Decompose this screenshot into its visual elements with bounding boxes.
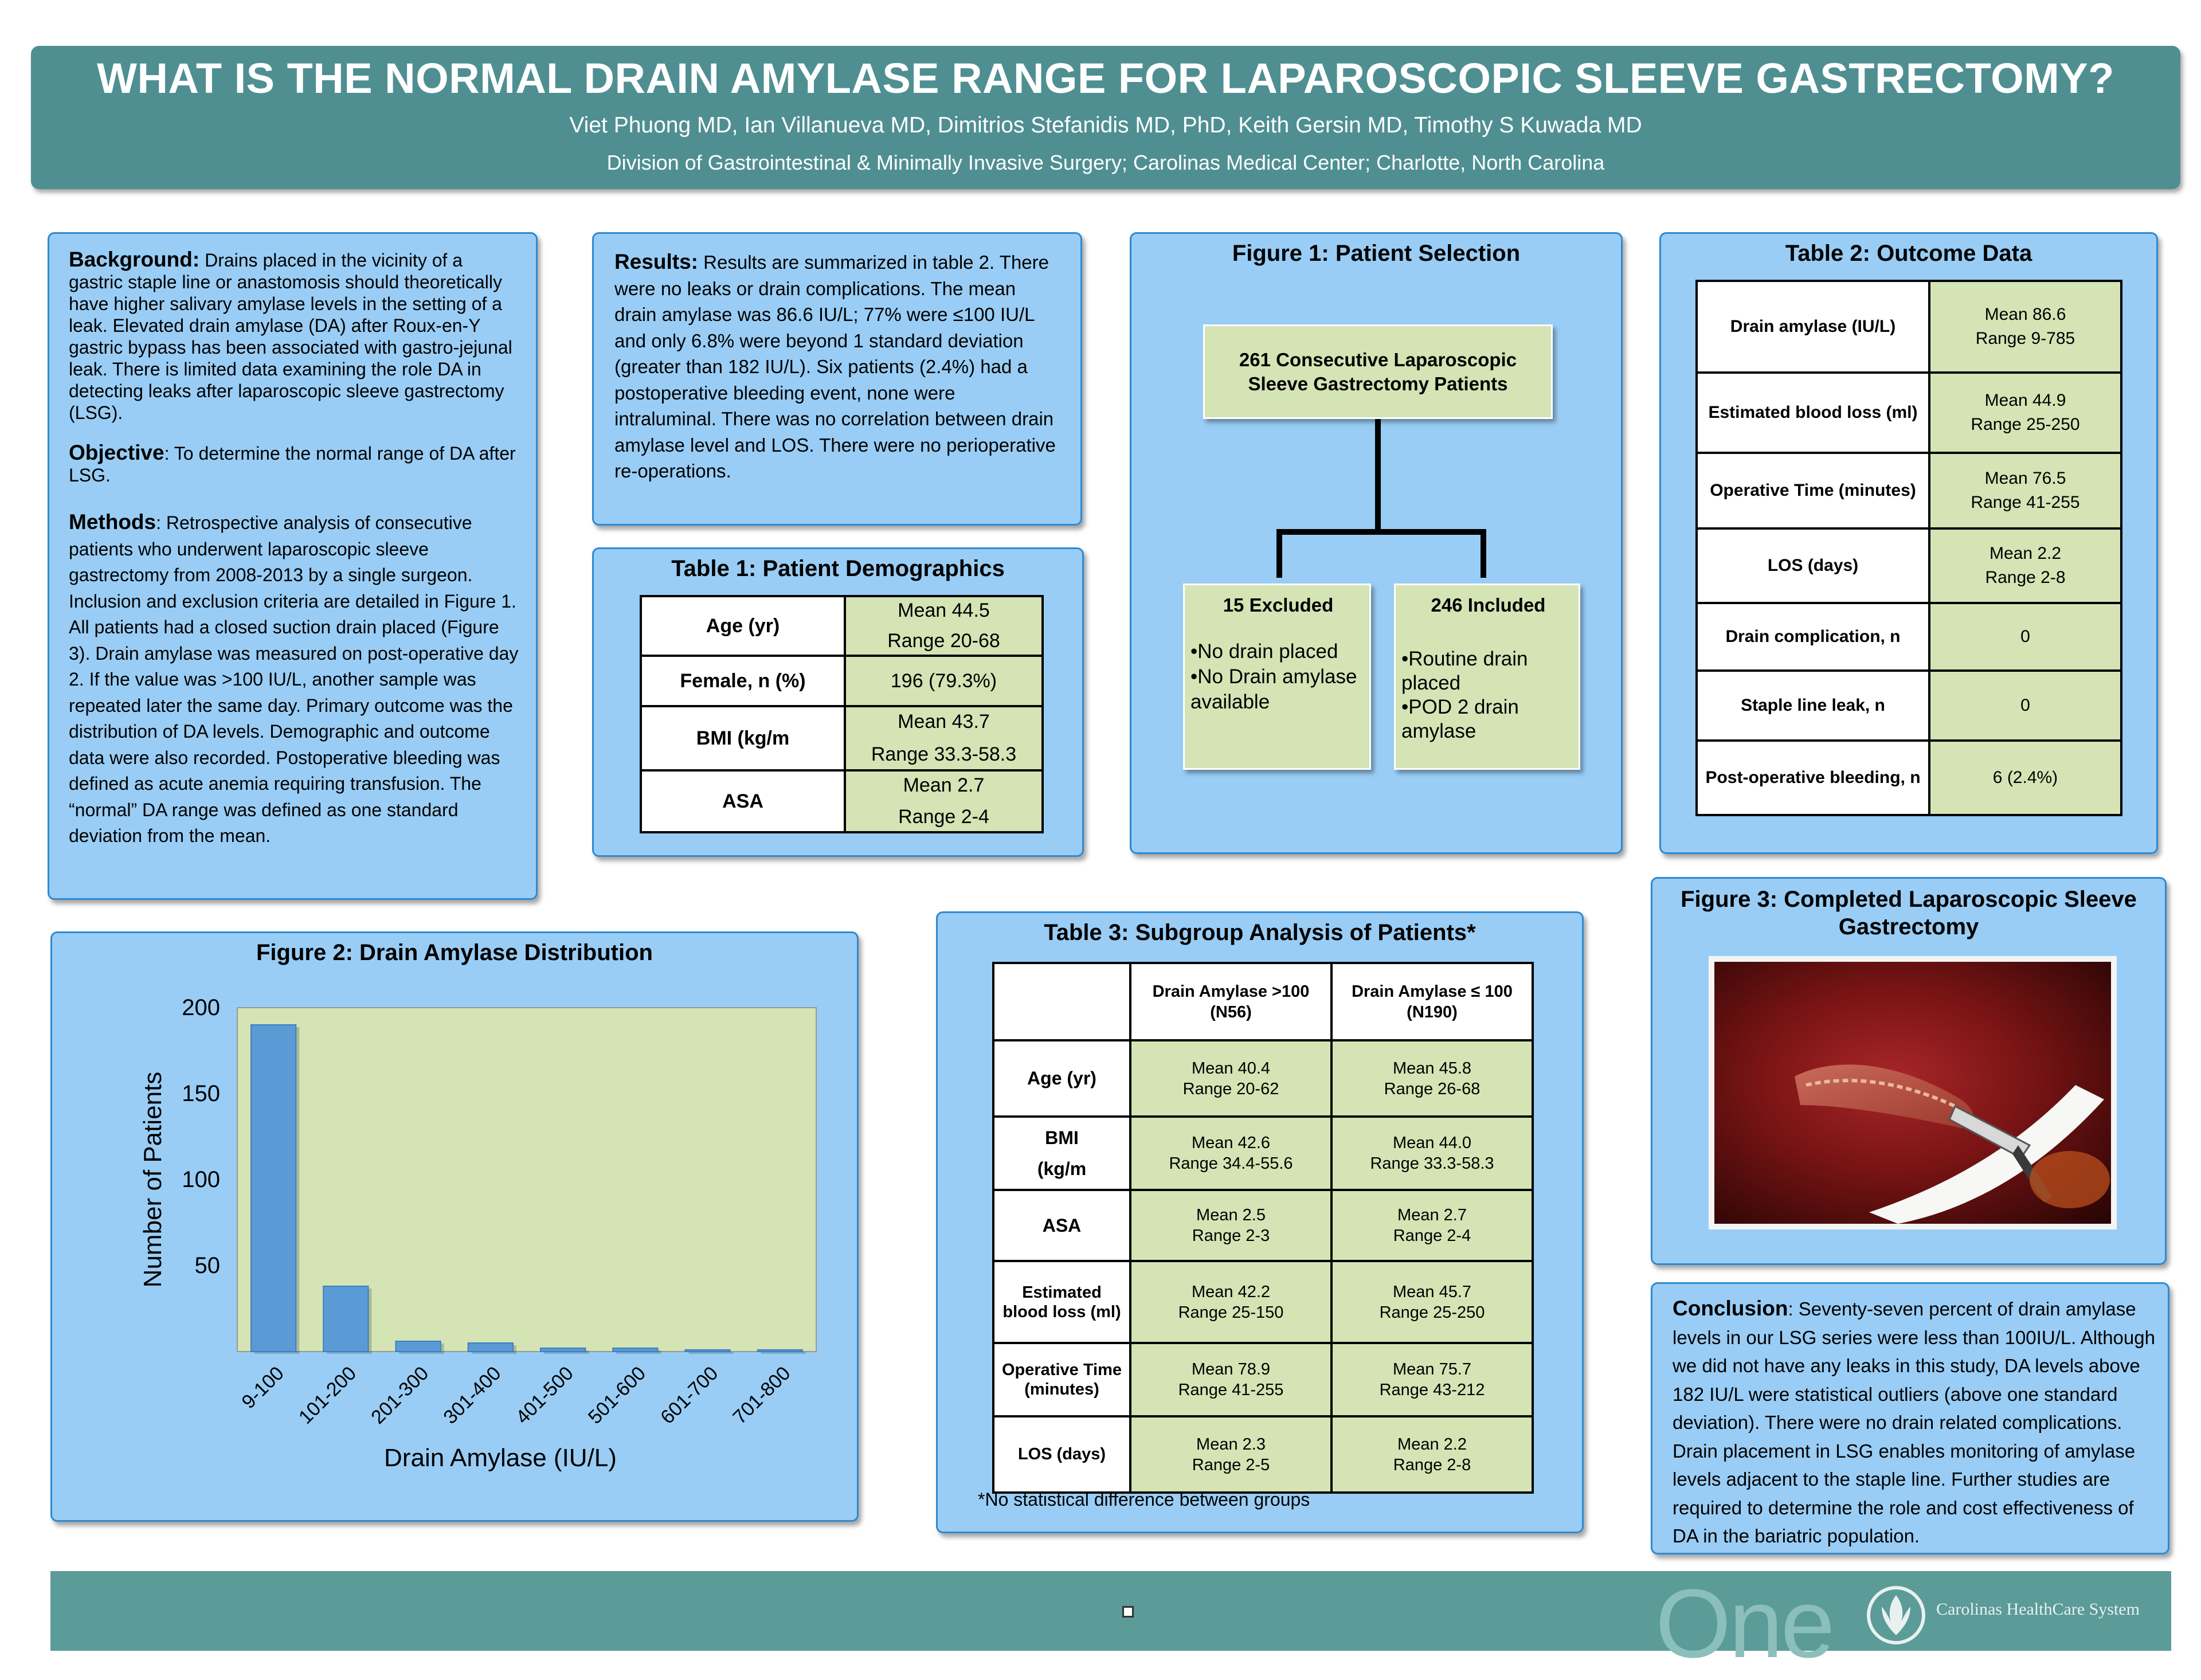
row-value: 196 (79.3%) [845, 656, 1043, 706]
row-label: LOS (days) [1697, 528, 1929, 603]
row-value [1929, 373, 2121, 453]
header-line: (N56) [1210, 1002, 1252, 1021]
row-value: 0 [1929, 671, 2121, 741]
table-row [993, 1117, 1533, 1190]
row-label: Operative Time (minutes) [1697, 453, 1929, 528]
figure3-title-line: Figure 3: Completed Laparoscopic Sleeve [1681, 887, 2137, 912]
low-amylase-cell [1331, 1117, 1533, 1190]
figure2-panel [50, 931, 859, 1522]
figure3-title-line: Gastrectomy [1838, 914, 1979, 939]
row-label-line: (minutes) [1024, 1380, 1099, 1399]
row-label-line: LOS (days) [1017, 1445, 1106, 1463]
x-axis-label: Drain Amylase (IU/L) [384, 1444, 617, 1472]
methods-heading: Methods [69, 510, 156, 534]
results-text: Results are summarized in table 2. There were no leaks or drain complications. The mean drain amylase was 86.6 IU/L; 77% were ≤100 IU/L and only 6.8% were beyond 1 standard deviation (greater than 182 IU/L). Six patients (2.4%) had a postoperative bleeding event, none were intraluminal. There was no correlation between drain amylase level and LOS. There were no perioperative re-operations. [614, 252, 1056, 481]
table-row [641, 706, 1043, 770]
value-line: Mean 40.4 [1191, 1059, 1271, 1078]
row-label: Staple line leak, n [1697, 671, 1929, 741]
value-line: Mean 44.9 [1984, 391, 2066, 410]
value-line: Mean 45.7 [1392, 1282, 1472, 1301]
poster-header [31, 46, 2180, 189]
row-label-line: Operative Time [1001, 1361, 1122, 1379]
flow-included-box [1394, 584, 1580, 770]
value-line: Range 9-785 [1975, 329, 2075, 348]
row-label [993, 1190, 1130, 1261]
row-label-line: blood loss (ml) [1002, 1302, 1121, 1321]
value-line: Range 34.4-55.6 [1169, 1154, 1293, 1173]
header-line: Drain Amylase >100 [1152, 982, 1310, 1001]
row-label [993, 1117, 1130, 1190]
header-line: Drain Amylase ≤ 100 [1352, 982, 1513, 1001]
authors: Viet Phuong MD, Ian Villanueva MD, Dimitrios Stefanidis MD, PhD, Keith Gersin MD, Timothy S Kuwada MD [569, 113, 1642, 138]
row-label: Age (yr) [641, 596, 845, 656]
figure1-title: Figure 1: Patient Selection [1232, 241, 1521, 266]
y-tick-label: 50 [194, 1253, 220, 1278]
value-line: Range 2-4 [1393, 1227, 1471, 1245]
objective-text: : To determine the normal range of DA after LSG. [69, 443, 516, 485]
x-tick-label: 101-200 [294, 1362, 361, 1428]
row-label [993, 1261, 1130, 1343]
low-amylase-cell [1331, 1343, 1533, 1416]
bar-9-100 [251, 1025, 296, 1352]
y-tick-label: 100 [182, 1167, 220, 1192]
table3-panel [936, 911, 1584, 1533]
row-label: Drain amylase (IU/L) [1697, 281, 1929, 373]
x-tick-label: 401-500 [511, 1362, 578, 1428]
value-line: Mean 2.7 [1397, 1206, 1467, 1224]
value-line: Mean 42.6 [1191, 1134, 1271, 1152]
row-label: Post-operative bleeding, n [1697, 741, 1929, 815]
table-row [993, 1190, 1533, 1261]
figure1-panel [1130, 232, 1623, 854]
flow-excluded-box [1183, 584, 1371, 770]
low-amylase-cell [1331, 1190, 1533, 1261]
photo-fat [2030, 1151, 2110, 1208]
x-tick-label: 501-600 [583, 1362, 651, 1428]
table-row [1697, 373, 2121, 453]
chart-title: Figure 2: Drain Amylase Distribution [256, 940, 653, 965]
objective-section [69, 442, 519, 486]
objective-heading: Objective [69, 441, 165, 464]
y-tick-label: 200 [182, 995, 220, 1020]
table3-footnote: *No statistical difference between groups [978, 1489, 1310, 1510]
row-value [1929, 528, 2121, 603]
methods-section [69, 509, 519, 849]
table-row [993, 1416, 1533, 1493]
bar-301-400 [468, 1343, 513, 1352]
high-amylase-cell [1130, 1261, 1331, 1343]
value-line: Mean 2.3 [1196, 1435, 1266, 1454]
table-row [1697, 671, 2121, 741]
figure3-panel [1651, 877, 2167, 1265]
y-tick-label: 150 [182, 1081, 220, 1106]
bar-401-500 [541, 1348, 585, 1352]
value-line: Mean 2.2 [1397, 1435, 1467, 1454]
value-line: Range 43-212 [1379, 1381, 1485, 1399]
results-section [614, 249, 1062, 484]
value-line: Range 2-4 [898, 806, 989, 828]
low-amylase-cell [1331, 1416, 1533, 1493]
one-logo-text: One [1655, 1569, 1833, 1678]
value-line: Range 2-8 [1393, 1455, 1471, 1474]
value-line: Mean 76.5 [1984, 469, 2066, 488]
value-line: Range 20-68 [887, 630, 1000, 652]
header-high-amylase [1130, 963, 1331, 1040]
high-amylase-cell [1130, 1190, 1331, 1261]
row-label-line: Age (yr) [1027, 1068, 1096, 1088]
table1-title: Table 1: Patient Demographics [671, 556, 1005, 581]
value-line: Range 25-250 [1379, 1303, 1485, 1322]
table2-title: Table 2: Outcome Data [1785, 241, 2032, 266]
value-line: Mean 2.2 [1989, 544, 2062, 563]
table-row [993, 1040, 1533, 1117]
row-value [1929, 453, 2121, 528]
y-axis-label: Number of Patients [139, 1071, 167, 1288]
row-value [845, 706, 1043, 770]
results-heading: Results: [614, 250, 698, 273]
affiliation: Division of Gastrointestinal & Minimally Invasive Surgery; Carolinas Medical Center; Charlotte, North Carolina [606, 151, 1605, 174]
table-row [1697, 453, 2121, 528]
included-item: •Routine drain placed [1401, 648, 1528, 694]
bar-201-300 [395, 1341, 440, 1352]
bar-101-200 [323, 1286, 368, 1352]
value-line: Range 33.3-58.3 [871, 743, 1017, 765]
value-line: Mean 44.5 [898, 600, 990, 621]
value-line: Mean 2.7 [903, 774, 985, 796]
bar-shadow [761, 1352, 806, 1354]
value-line: Mean 2.5 [1196, 1206, 1266, 1224]
header-low-amylase [1331, 963, 1533, 1040]
subgroup-table [992, 962, 1534, 1494]
excluded-list [1190, 639, 1366, 715]
surgical-photo [1709, 956, 2117, 1229]
value-line: Mean 75.7 [1392, 1360, 1472, 1379]
bar-701-800 [758, 1350, 802, 1352]
row-label-line: Estimated [1022, 1283, 1102, 1302]
conclusion-heading: Conclusion [1673, 1297, 1788, 1320]
table-row [993, 963, 1533, 1040]
value-line: Range 25-250 [1971, 415, 2080, 434]
table-row [993, 1261, 1533, 1343]
row-label: Female, n (%) [641, 656, 845, 706]
header-empty-cell [993, 963, 1130, 1040]
row-value: 0 [1929, 603, 2121, 671]
header-line: (N190) [1407, 1002, 1458, 1021]
value-line: Range 25-150 [1178, 1303, 1284, 1322]
results-panel [592, 232, 1082, 526]
included-item: •POD 2 drain amylase [1401, 696, 1519, 742]
figure3-title [1652, 886, 2165, 941]
table-row [1697, 281, 2121, 373]
value-line: Range 41-255 [1178, 1381, 1284, 1399]
low-amylase-cell [1331, 1261, 1533, 1343]
row-label-line: BMI [1045, 1127, 1079, 1148]
value-line: Range 20-62 [1182, 1079, 1279, 1098]
row-label [993, 1343, 1130, 1416]
table-row [641, 656, 1043, 706]
value-line: Range 2-3 [1192, 1227, 1270, 1245]
table-row [1697, 603, 2121, 671]
org-name: Carolinas HealthCare System [1936, 1600, 2140, 1619]
table1-panel [592, 547, 1084, 857]
table2-panel [1659, 232, 2158, 854]
flow-top-text: 261 Consecutive Laparoscopic Sleeve Gastrectomy Patients [1239, 348, 1517, 394]
bar-601-700 [685, 1350, 730, 1352]
table3-title: Table 3: Subgroup Analysis of Patients* [1044, 920, 1476, 945]
high-amylase-cell [1130, 1343, 1331, 1416]
row-label: Drain complication, n [1697, 603, 1929, 671]
bar-shadow [688, 1352, 733, 1354]
excluded-title: 15 Excluded [1223, 594, 1334, 616]
row-value [845, 596, 1043, 656]
value-line: Mean 43.7 [898, 711, 990, 733]
background-text: Drains placed in the vicinity of a gastric staple line or anastomosis should theoretically have higher salivary amylase levels in the setting of a leak. Elevated drain amylase (DA) after Roux-en-Y gastric bypass has been associated with gastro-jejunal leak. There is limited data examining the role DA in detecting leaks after laparoscopic sleeve gastrectomy (LSG). [69, 250, 512, 423]
conclusion-section [1673, 1294, 2162, 1550]
high-amylase-cell [1130, 1416, 1331, 1493]
value-line: Mean 78.9 [1191, 1360, 1271, 1379]
value-line: Range 2-8 [1985, 568, 2066, 587]
row-label: Estimated blood loss (ml) [1697, 373, 1929, 453]
row-value: 6 (2.4%) [1929, 741, 2121, 815]
low-amylase-cell [1331, 1040, 1533, 1117]
high-amylase-cell [1130, 1117, 1331, 1190]
row-label [993, 1416, 1130, 1493]
high-amylase-cell [1130, 1040, 1331, 1117]
row-label-line: (kg/m [1037, 1158, 1087, 1179]
demographics-table [640, 595, 1044, 833]
value-line: Mean 44.0 [1392, 1134, 1472, 1152]
value-line: Range 2-5 [1192, 1455, 1270, 1474]
value-line: Mean 86.6 [1984, 305, 2066, 324]
excluded-item: •No drain placed [1190, 640, 1338, 663]
x-tick-label: 9-100 [237, 1362, 288, 1413]
methods-text: : Retrospective analysis of consecutive patients who underwent laparoscopic sleeve gastrectomy from 2008-2013 by a single surgeon. Inclusion and exclusion criteria are detailed in Figure 1. All patients had a closed suction drain placed (Figure 3). Drain amylase was measured on post-operative day 2. If the value was >100 IU/L, another sample was repeated later the same day. Primary outcome was the distribution of DA levels. Demographic and outcome data were also recorded. Postoperative bleeding was defined as acute anemia requiring transfusion. The “normal” DA range was defined as one standard deviation from the mean. [69, 512, 519, 846]
excluded-item: •No Drain amylase available [1190, 665, 1357, 713]
value-line: Mean 42.2 [1191, 1282, 1271, 1301]
background-heading: Background: [69, 248, 200, 271]
value-line: Mean 45.8 [1392, 1059, 1472, 1078]
value-line: Range 26-68 [1384, 1079, 1481, 1098]
table-row [1697, 528, 2121, 603]
included-title: 246 Included [1431, 594, 1546, 616]
row-value [845, 770, 1043, 832]
table-row [993, 1343, 1533, 1416]
included-list [1401, 647, 1575, 743]
background-panel [48, 232, 538, 900]
drain-amylase-chart [52, 933, 860, 1524]
footer-bar [50, 1569, 2171, 1678]
row-label [993, 1040, 1130, 1117]
x-tick-label: 701-800 [729, 1362, 795, 1428]
table-row [1697, 741, 2121, 815]
outcome-table [1695, 280, 2122, 816]
row-label: ASA [641, 770, 845, 832]
value-line: Range 41-255 [1971, 493, 2080, 512]
table-row [641, 770, 1043, 832]
row-label-line: ASA [1042, 1215, 1082, 1236]
small-square-icon [1122, 1606, 1134, 1618]
carolinas-logo-icon [1865, 1584, 1928, 1647]
row-label: BMI (kg/m [641, 706, 845, 770]
background-section [69, 249, 519, 424]
bar-501-600 [613, 1348, 657, 1352]
x-tick-label: 301-400 [439, 1362, 506, 1428]
row-value [1929, 281, 2121, 373]
x-tick-label: 601-700 [656, 1362, 723, 1428]
conclusion-text: : Seventy-seven percent of drain amylase levels in our LSG series were less than 100IU/L. Although we did not have any leaks in this study, DA levels above 182 IU/L were statistical outliers (above one standard deviation). There were no drain related complications. Drain placement in LSG enables monitoring of amylase levels adjacent to the staple line. Further studies are required to determine the role and cost effectiveness of DA in the bariatric population. [1673, 1298, 2155, 1546]
x-tick-label: 201-300 [367, 1362, 433, 1428]
conclusion-panel [1651, 1282, 2169, 1554]
table-row [641, 596, 1043, 656]
poster-title: WHAT IS THE NORMAL DRAIN AMYLASE RANGE FOR LAPAROSCOPIC SLEEVE GASTRECTOMY? [97, 54, 2114, 102]
value-line: Range 33.3-58.3 [1370, 1154, 1494, 1173]
